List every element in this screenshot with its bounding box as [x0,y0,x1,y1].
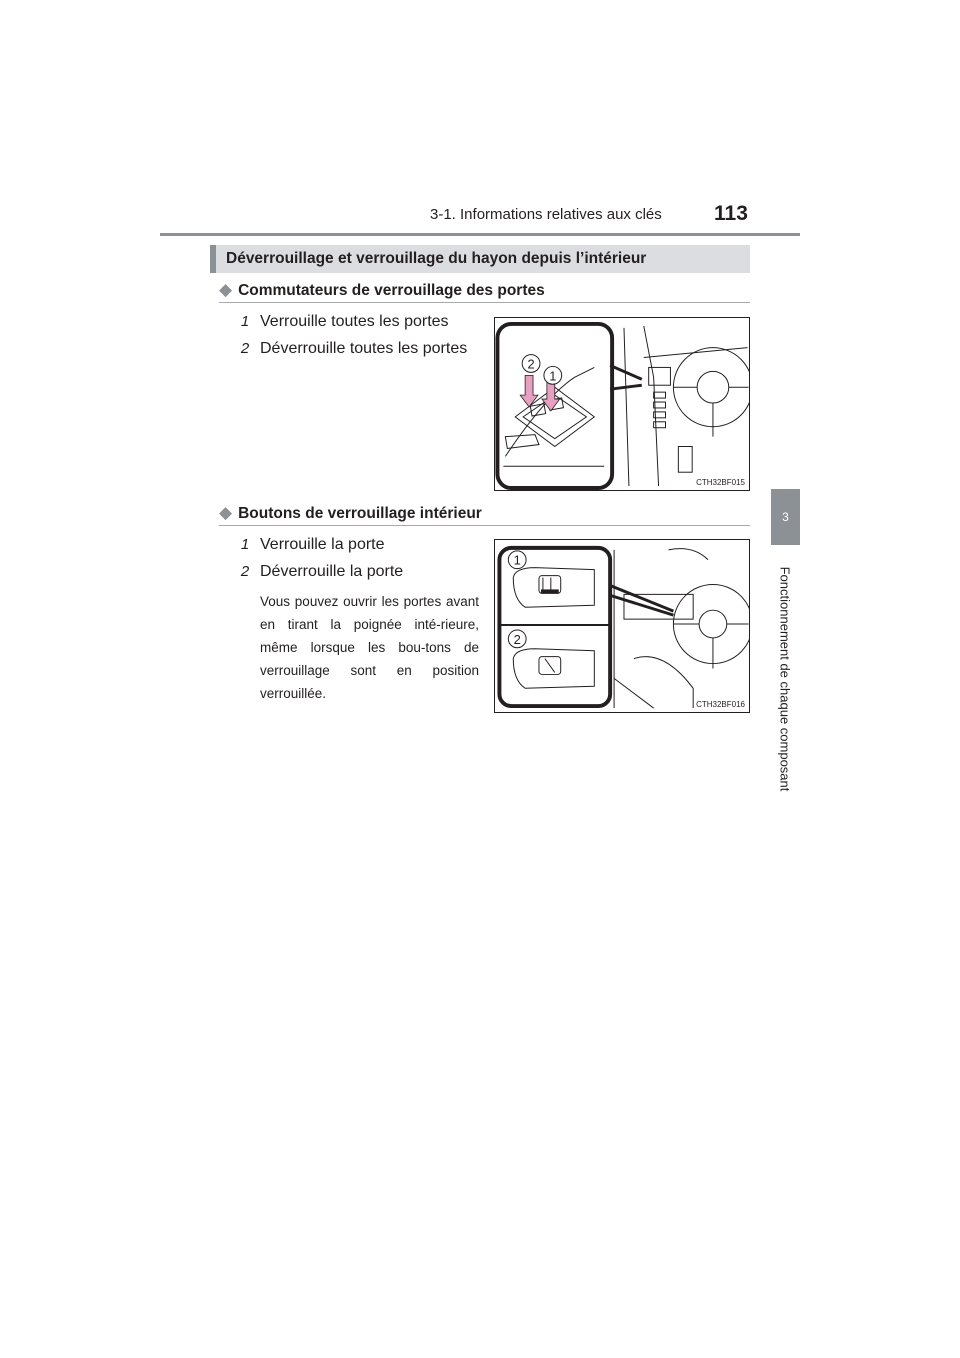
item-number-2b: 2 [240,563,250,580]
item-text-1a: Verrouille toutes les portes [260,313,449,330]
section-title: Déverrouillage et verrouillage du hayon depuis l’intérieur [226,250,647,267]
subsection-title-1: Commutateurs de verrouillage des portes [238,282,545,299]
figure-code-2: CTH32BF016 [696,700,745,709]
illustration-door-lock-switches [495,318,749,490]
figure2-callout-1: 1 [513,552,521,568]
chapter-title: Fonctionnement de chaque composant [777,566,793,792]
subsection-rule-2 [219,525,750,526]
subsection-rule-1 [219,302,750,303]
subsection-heading-2 [219,503,482,523]
figure1-callout-2: 2 [527,356,535,372]
header-rule [160,233,800,236]
page-number: 113 [714,202,748,225]
note-text: Vous pouvez ouvrir les portes avant en tirant la poignée inté-rieure, même lorsque les bou-tons de verrouillage sont en position verrouillée. [260,594,479,701]
item-text-2b: Déverrouille la porte [260,563,404,580]
chapter-tab: 3 [771,489,800,545]
figure-door-lock-switches [494,317,750,491]
item-text-1b: Déverrouille toutes les portes [260,340,468,357]
item-number-2a: 1 [240,536,250,553]
diamond-icon: ◆ [219,503,233,522]
item-number-1a: 1 [240,313,250,330]
figure-interior-lock-buttons [494,539,750,713]
figure-code-1: CTH32BF015 [696,478,745,487]
item-number-1b: 2 [240,340,250,357]
chapter-title-vertical [770,548,800,810]
subsection-title-2: Boutons de verrouillage intérieur [238,505,482,522]
illustration-interior-lock-buttons [495,540,749,712]
figure1-callout-1: 1 [549,368,557,384]
figure2-callout-2: 2 [513,631,521,647]
subsection-heading-1 [219,280,545,300]
section-heading-bar [210,245,750,273]
diamond-icon: ◆ [219,280,233,299]
running-header: 3-1. Informations relatives aux clés [430,206,662,223]
item-text-2a: Verrouille la porte [260,536,385,553]
